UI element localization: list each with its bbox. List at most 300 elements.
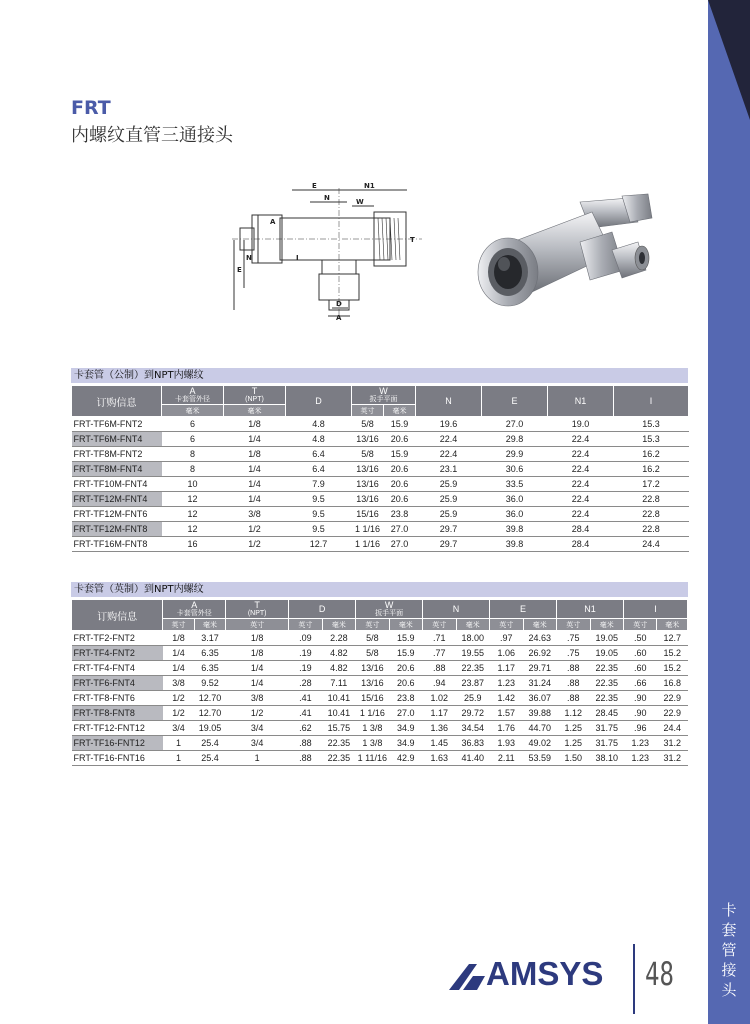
header-d: D	[289, 600, 356, 619]
table-cell: 1/8	[224, 417, 286, 432]
table-cell: 20.6	[389, 661, 422, 676]
table-cell: 4.82	[322, 661, 355, 676]
table-cell: 1.25	[557, 736, 590, 751]
header-e: E	[482, 386, 548, 417]
unit-label: 毫米	[194, 619, 225, 631]
header-t: T (NPT)	[224, 386, 286, 405]
table-cell: 20.6	[389, 676, 422, 691]
table-cell: 17.2	[614, 477, 689, 492]
table-cell: 2.28	[322, 631, 355, 646]
page-number: 48	[645, 955, 674, 993]
table-cell: 16.2	[614, 462, 689, 477]
table-cell: .96	[624, 721, 657, 736]
table-cell: 1 1/16	[352, 537, 384, 552]
unit-label: 英寸	[624, 619, 657, 631]
table-cell: 22.8	[614, 507, 689, 522]
table-cell: 1/8	[226, 646, 289, 661]
table-cell: 13/16	[352, 432, 384, 447]
table-cell: 19.0	[548, 417, 614, 432]
table-cell: 4.8	[286, 417, 352, 432]
table-cell: 18.00	[456, 631, 489, 646]
unit-label: 毫米	[590, 619, 624, 631]
table-cell: 13/16	[356, 676, 389, 691]
table-cell: .50	[624, 631, 657, 646]
side-tab-char: 头	[721, 981, 737, 999]
dim-label-n: N	[324, 194, 330, 202]
table-cell: 5/8	[356, 646, 389, 661]
technical-drawing	[232, 180, 432, 322]
table-cell: 20.6	[384, 432, 416, 447]
order-code-cell: FRT-TF4-FNT2	[72, 646, 163, 661]
table-row	[72, 432, 689, 447]
table-cell: 9.5	[286, 492, 352, 507]
dim-label-n-vertical: N	[246, 254, 252, 262]
table-row	[72, 751, 688, 766]
table-cell: 23.8	[384, 507, 416, 522]
table-cell: 1.02	[423, 691, 456, 706]
unit-label: 毫米	[384, 405, 416, 417]
table-cell: .94	[423, 676, 456, 691]
table-cell: 1.63	[423, 751, 456, 766]
table-cell: 39.88	[523, 706, 557, 721]
table-cell: 22.35	[322, 736, 355, 751]
table-cell: 19.05	[590, 631, 624, 646]
table-cell: 8	[162, 462, 224, 477]
table-cell: 16.2	[614, 447, 689, 462]
dim-label-a: A	[270, 218, 276, 226]
table-cell: 44.70	[523, 721, 557, 736]
unit-label: 英寸	[423, 619, 456, 631]
table-cell: 23.8	[389, 691, 422, 706]
table-cell: 12.7	[286, 537, 352, 552]
table-cell: 15.9	[389, 646, 422, 661]
table-cell: .97	[490, 631, 523, 646]
table-cell: .88	[423, 661, 456, 676]
table-cell: 7.11	[322, 676, 355, 691]
table-row	[72, 522, 689, 537]
table-cell: 1.06	[490, 646, 523, 661]
table-cell: 1/4	[224, 462, 286, 477]
table-cell: 22.9	[657, 706, 688, 721]
table-cell: 25.9	[416, 492, 482, 507]
table-cell: .41	[289, 706, 322, 721]
dim-label-a-bottom: A	[336, 314, 342, 322]
table-cell: 3/4	[226, 721, 289, 736]
table-cell: 31.2	[657, 736, 688, 751]
table-cell: 29.9	[482, 447, 548, 462]
table-cell: 1.17	[490, 661, 523, 676]
table-cell: 1/4	[224, 432, 286, 447]
table-cell: 1.23	[490, 676, 523, 691]
order-code-cell: FRT-TF6-FNT4	[72, 676, 163, 691]
table-cell: 13/16	[356, 661, 389, 676]
order-code-cell: FRT-TF16-FNT16	[72, 751, 163, 766]
table-cell: 39.8	[482, 522, 548, 537]
table-row	[72, 736, 688, 751]
table-cell: 1.36	[423, 721, 456, 736]
table-row	[72, 676, 688, 691]
table-cell: .28	[289, 676, 322, 691]
table-cell: 1	[226, 751, 289, 766]
table-cell: 34.54	[456, 721, 489, 736]
table-cell: .41	[289, 691, 322, 706]
unit-label: 英寸	[356, 619, 389, 631]
table-cell: 28.4	[548, 522, 614, 537]
table-cell: .19	[289, 646, 322, 661]
table-cell: 1.23	[624, 751, 657, 766]
header-a: A 卡套管外径	[162, 386, 224, 405]
table-cell: 1.76	[490, 721, 523, 736]
table-cell: 2.11	[490, 751, 523, 766]
table-cell: 27.0	[389, 706, 422, 721]
table-cell: 23.87	[456, 676, 489, 691]
unit-label: 英寸	[226, 619, 289, 631]
table-cell: 1 11/16	[356, 751, 389, 766]
table-row	[72, 691, 688, 706]
order-code-cell: FRT-TF12M-FNT6	[72, 507, 162, 522]
table-cell: 24.63	[523, 631, 557, 646]
table-cell: .88	[557, 676, 590, 691]
table-cell: 9.5	[286, 522, 352, 537]
table-cell: 3/8	[226, 691, 289, 706]
header-n: N	[423, 600, 490, 619]
table-cell: 27.0	[384, 522, 416, 537]
table-cell: 6.35	[194, 646, 225, 661]
amsys-logo-icon	[447, 962, 487, 992]
unit-label: 英寸	[557, 619, 590, 631]
table-cell: 22.8	[614, 522, 689, 537]
table-cell: 20.6	[384, 462, 416, 477]
dim-label-d: D	[336, 300, 342, 308]
table-cell: 22.4	[548, 477, 614, 492]
table-row	[72, 661, 688, 676]
table-cell: 1.42	[490, 691, 523, 706]
table-cell: .19	[289, 661, 322, 676]
side-tab-char: 管	[721, 941, 737, 959]
table-cell: 22.8	[614, 492, 689, 507]
header-i: I	[614, 386, 689, 417]
table-cell: 31.75	[590, 736, 624, 751]
table-row	[72, 447, 689, 462]
header-d: D	[286, 386, 352, 417]
table-cell: 6.35	[194, 661, 225, 676]
table-cell: 22.4	[548, 507, 614, 522]
table-cell: 1	[163, 736, 194, 751]
table-cell: 12.70	[194, 706, 225, 721]
table-cell: 22.4	[548, 447, 614, 462]
order-code-cell: FRT-TF10M-FNT4	[72, 477, 162, 492]
table-cell: .77	[423, 646, 456, 661]
unit-label: 英寸	[289, 619, 322, 631]
table-cell: 1/2	[224, 537, 286, 552]
header-i: I	[624, 600, 688, 619]
order-code-cell: FRT-TF2-FNT2	[72, 631, 163, 646]
order-code-cell: FRT-TF12M-FNT8	[72, 522, 162, 537]
metric-table-body	[72, 417, 689, 552]
table-cell: 29.72	[456, 706, 489, 721]
table-cell: 29.7	[416, 537, 482, 552]
table-cell: 12	[162, 492, 224, 507]
table-cell: 19.55	[456, 646, 489, 661]
table-cell: 19.05	[590, 646, 624, 661]
table-cell: 1/2	[224, 522, 286, 537]
table-cell: 1.25	[557, 721, 590, 736]
order-code-cell: FRT-TF6M-FNT4	[72, 432, 162, 447]
table-cell: 15.9	[389, 631, 422, 646]
table-cell: 25.9	[416, 477, 482, 492]
table-cell: 38.10	[590, 751, 624, 766]
table-cell: 31.24	[523, 676, 557, 691]
unit-label: 毫米	[162, 405, 224, 417]
table-cell: 41.40	[456, 751, 489, 766]
table-cell: 1 3/8	[356, 736, 389, 751]
table-cell: 12.7	[657, 631, 688, 646]
table-cell: .71	[423, 631, 456, 646]
table-cell: 42.9	[389, 751, 422, 766]
table-cell: 13/16	[352, 492, 384, 507]
table-cell: 1/4	[226, 661, 289, 676]
table-row	[72, 631, 688, 646]
order-code-cell: FRT-TF16M-FNT8	[72, 537, 162, 552]
table-cell: 22.35	[590, 661, 624, 676]
table-cell: 15/16	[356, 691, 389, 706]
table-row	[72, 492, 689, 507]
table-cell: 3/8	[163, 676, 194, 691]
dim-label-e: E	[312, 182, 317, 190]
header-e: E	[490, 600, 557, 619]
table-cell: 6	[162, 417, 224, 432]
table-cell: 31.2	[657, 751, 688, 766]
table-cell: 3/8	[224, 507, 286, 522]
table-cell: .75	[557, 646, 590, 661]
table-cell: 26.92	[523, 646, 557, 661]
imperial-table-body	[72, 631, 688, 766]
table-cell: 33.5	[482, 477, 548, 492]
table-cell: 1.12	[557, 706, 590, 721]
table-cell: 1.93	[490, 736, 523, 751]
table-cell: 12	[162, 522, 224, 537]
product-photo	[462, 184, 662, 324]
table-cell: 27.0	[384, 537, 416, 552]
order-code-cell: FRT-TF6M-FNT2	[72, 417, 162, 432]
table-cell: 19.05	[194, 721, 225, 736]
table-cell: .90	[624, 691, 657, 706]
table-cell: 1/8	[224, 447, 286, 462]
order-code-cell: FRT-TF8M-FNT2	[72, 447, 162, 462]
table-cell: 10.41	[322, 706, 355, 721]
side-tab-char: 接	[721, 961, 737, 979]
unit-label: 英寸	[490, 619, 523, 631]
table-cell: 36.07	[523, 691, 557, 706]
order-code-cell: FRT-TF16-FNT12	[72, 736, 163, 751]
side-tab-bar	[708, 0, 750, 1024]
table-cell: 23.1	[416, 462, 482, 477]
table-cell: 28.45	[590, 706, 624, 721]
table-cell: 25.9	[456, 691, 489, 706]
metric-spec-table	[71, 385, 689, 552]
order-code-cell: FRT-TF8M-FNT4	[72, 462, 162, 477]
header-n1: N1	[548, 386, 614, 417]
table-cell: 22.4	[416, 447, 482, 462]
side-tab-fold	[708, 0, 750, 120]
table-cell: 22.35	[456, 661, 489, 676]
table-cell: 16	[162, 537, 224, 552]
table-cell: 22.4	[548, 432, 614, 447]
table-cell: 6.4	[286, 447, 352, 462]
table-row	[72, 507, 689, 522]
amsys-logo-text: AMSYS	[486, 955, 604, 992]
table-cell: 4.8	[286, 432, 352, 447]
order-code-cell: FRT-TF12M-FNT4	[72, 492, 162, 507]
dim-label-i: I	[296, 254, 299, 262]
table-cell: 22.9	[657, 691, 688, 706]
table-cell: 24.4	[657, 721, 688, 736]
table-cell: 3/4	[163, 721, 194, 736]
table-cell: 22.35	[590, 676, 624, 691]
table-cell: 1/8	[163, 631, 194, 646]
table-cell: 31.75	[590, 721, 624, 736]
table-cell: 1 3/8	[356, 721, 389, 736]
table-cell: 15.2	[657, 661, 688, 676]
unit-label: 毫米	[322, 619, 355, 631]
table-cell: 5/8	[356, 631, 389, 646]
table-cell: 3.17	[194, 631, 225, 646]
table-cell: 1/2	[163, 691, 194, 706]
table-cell: 53.59	[523, 751, 557, 766]
table-cell: 1.57	[490, 706, 523, 721]
table-cell: 1 1/16	[356, 706, 389, 721]
dim-label-t: T	[410, 236, 415, 244]
table-cell: 25.4	[194, 736, 225, 751]
table-cell: 1/4	[224, 477, 286, 492]
table-cell: 15.75	[322, 721, 355, 736]
table-cell: .60	[624, 661, 657, 676]
header-w: W 扳手平面	[352, 386, 416, 405]
order-code-cell: FRT-TF8-FNT6	[72, 691, 163, 706]
dim-label-n1: N1	[364, 182, 375, 190]
table-cell: 29.8	[482, 432, 548, 447]
table-cell: 12.70	[194, 691, 225, 706]
dim-label-e-vertical: E	[237, 266, 242, 274]
table-cell: 9.52	[194, 676, 225, 691]
imperial-table-caption: 卡套管（英制）到NPT内螺纹	[71, 582, 688, 597]
table-cell: 15/16	[352, 507, 384, 522]
unit-label: 毫米	[224, 405, 286, 417]
table-row	[72, 646, 688, 661]
table-cell: 34.9	[389, 736, 422, 751]
table-cell: 1/4	[226, 676, 289, 691]
table-cell: 1.50	[557, 751, 590, 766]
table-cell: 25.9	[416, 507, 482, 522]
dim-label-w: W	[356, 198, 364, 206]
table-cell: .09	[289, 631, 322, 646]
header-n1: N1	[557, 600, 624, 619]
table-cell: .75	[557, 631, 590, 646]
table-cell: 19.6	[416, 417, 482, 432]
unit-label: 毫米	[389, 619, 422, 631]
header-a: A 卡套管外径	[163, 600, 226, 619]
table-cell: .88	[289, 751, 322, 766]
table-cell: 4.82	[322, 646, 355, 661]
table-cell: 36.0	[482, 507, 548, 522]
table-cell: 1.45	[423, 736, 456, 751]
table-cell: 15.3	[614, 432, 689, 447]
table-cell: 15.2	[657, 646, 688, 661]
header-w: W 扳手平面	[356, 600, 423, 619]
table-cell: 6.4	[286, 462, 352, 477]
table-cell: .60	[624, 646, 657, 661]
side-tab-label	[708, 900, 750, 1000]
table-cell: 24.4	[614, 537, 689, 552]
table-cell: 1 1/16	[352, 522, 384, 537]
table-cell: 12	[162, 507, 224, 522]
metric-table-caption: 卡套管（公制）到NPT内螺纹	[71, 368, 688, 383]
table-row	[72, 462, 689, 477]
unit-label: 毫米	[657, 619, 688, 631]
order-code-cell: FRT-TF12-FNT12	[72, 721, 163, 736]
table-cell: 5/8	[352, 417, 384, 432]
table-cell: 34.9	[389, 721, 422, 736]
order-code-cell: FRT-TF4-FNT4	[72, 661, 163, 676]
imperial-spec-table	[71, 599, 688, 766]
table-cell: 8	[162, 447, 224, 462]
table-cell: 36.83	[456, 736, 489, 751]
table-cell: 15.3	[614, 417, 689, 432]
header-n: N	[416, 386, 482, 417]
table-cell: 1/2	[163, 706, 194, 721]
table-cell: 1.17	[423, 706, 456, 721]
table-cell: 6	[162, 432, 224, 447]
table-cell: 22.4	[548, 492, 614, 507]
product-code: FRT	[71, 97, 111, 119]
table-cell: 1.23	[624, 736, 657, 751]
table-cell: 29.7	[416, 522, 482, 537]
table-cell: 1/2	[226, 706, 289, 721]
table-cell: 3/4	[226, 736, 289, 751]
table-row	[72, 706, 688, 721]
table-cell: 1/8	[226, 631, 289, 646]
table-cell: 22.4	[416, 432, 482, 447]
table-cell: 22.35	[590, 691, 624, 706]
table-cell: 10	[162, 477, 224, 492]
table-cell: 13/16	[352, 477, 384, 492]
table-cell: 36.0	[482, 492, 548, 507]
table-row	[72, 721, 688, 736]
table-cell: 10.41	[322, 691, 355, 706]
order-code-cell: FRT-TF8-FNT8	[72, 706, 163, 721]
table-cell: 30.6	[482, 462, 548, 477]
table-row	[72, 417, 689, 432]
table-cell: 13/16	[352, 462, 384, 477]
product-name: 内螺纹直管三通接头	[71, 125, 233, 146]
unit-label: 英寸	[352, 405, 384, 417]
table-cell: 20.6	[384, 477, 416, 492]
table-cell: .62	[289, 721, 322, 736]
unit-label: 毫米	[456, 619, 489, 631]
table-cell: 15.9	[384, 447, 416, 462]
table-cell: 16.8	[657, 676, 688, 691]
table-cell: 29.71	[523, 661, 557, 676]
table-cell: .88	[557, 661, 590, 676]
table-cell: 39.8	[482, 537, 548, 552]
header-t: T (NPT)	[226, 600, 289, 619]
table-cell: 9.5	[286, 507, 352, 522]
header-order-info: 订购信息	[72, 600, 163, 631]
table-cell: 25.4	[194, 751, 225, 766]
table-cell: 1/4	[163, 646, 194, 661]
table-cell: .90	[624, 706, 657, 721]
unit-label: 毫米	[523, 619, 557, 631]
